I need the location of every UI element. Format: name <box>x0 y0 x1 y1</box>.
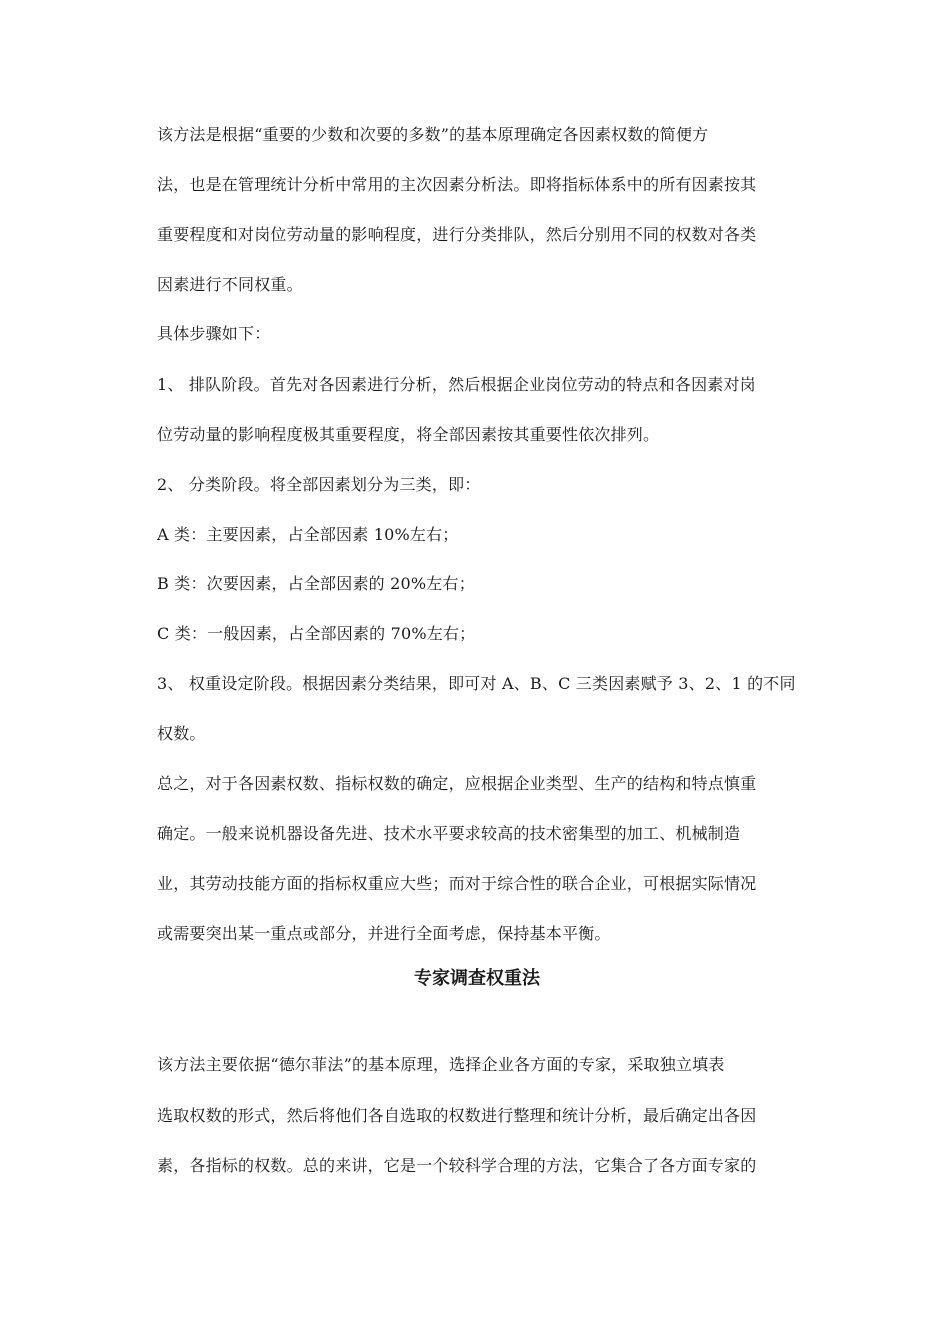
paragraph-line: 具体步骤如下： <box>157 324 271 343</box>
list-item-line: 权数。 <box>157 724 206 743</box>
category-line: B 类：次要因素，占全部因素的 20%左右； <box>157 574 475 593</box>
paragraph-line: 总之，对于各因素权数、指标权数的确定，应根据企业类型、生产的结构和特点慎重 <box>157 774 757 793</box>
list-item-line: 3、 权重设定阶段。根据因素分类结果，即可对 A、B、C 三类因素赋予 3、2、1 的不同 <box>157 674 796 693</box>
paragraph-line: 业，其劳动技能方面的指标权重应大些；而对于综合性的联合企业，可根据实际情况 <box>157 874 757 893</box>
paragraph-line: 选取权数的形式，然后将他们各自选取的权数进行整理和统计分析，最后确定出各因 <box>157 1106 757 1125</box>
paragraph-line: 该方法是根据“重要的少数和次要的多数”的基本原理确定各因素权数的简便方 <box>157 125 709 144</box>
paragraph-line: 因素进行不同权重。 <box>157 275 303 294</box>
category-line: A 类：主要因素，占全部因素 10%左右； <box>157 525 459 544</box>
section-heading: 专家调查权重法 <box>414 968 540 989</box>
list-item-line: 位劳动量的影响程度极其重要程度，将全部因素按其重要性依次排列。 <box>157 425 660 444</box>
paragraph-line: 或需要突出某一重点或部分，并进行全面考虑，保持基本平衡。 <box>157 924 611 943</box>
paragraph-line: 确定。一般来说机器设备先进、技术水平要求较高的技术密集型的加工、机械制造 <box>157 824 741 843</box>
list-item-line: 1、 排队阶段。首先对各因素进行分析，然后根据企业岗位劳动的特点和各因素对岗 <box>157 375 756 394</box>
paragraph-line: 重要程度和对岗位劳动量的影响程度，进行分类排队，然后分别用不同的权数对各类 <box>157 225 757 244</box>
paragraph-line: 法，也是在管理统计分析中常用的主次因素分析法。即将指标体系中的所有因素按其 <box>157 175 757 194</box>
paragraph-line: 素，各指标的权数。总的来讲，它是一个较科学合理的方法，它集合了各方面专家的 <box>157 1156 757 1175</box>
list-item-line: 2、 分类阶段。将全部因素划分为三类，即： <box>157 475 481 494</box>
category-line: C 类：一般因素，占全部因素的 70%左右； <box>157 624 476 643</box>
paragraph-line: 该方法主要依据“德尔菲法”的基本原理，选择企业各方面的专家，采取独立填表 <box>157 1055 725 1074</box>
